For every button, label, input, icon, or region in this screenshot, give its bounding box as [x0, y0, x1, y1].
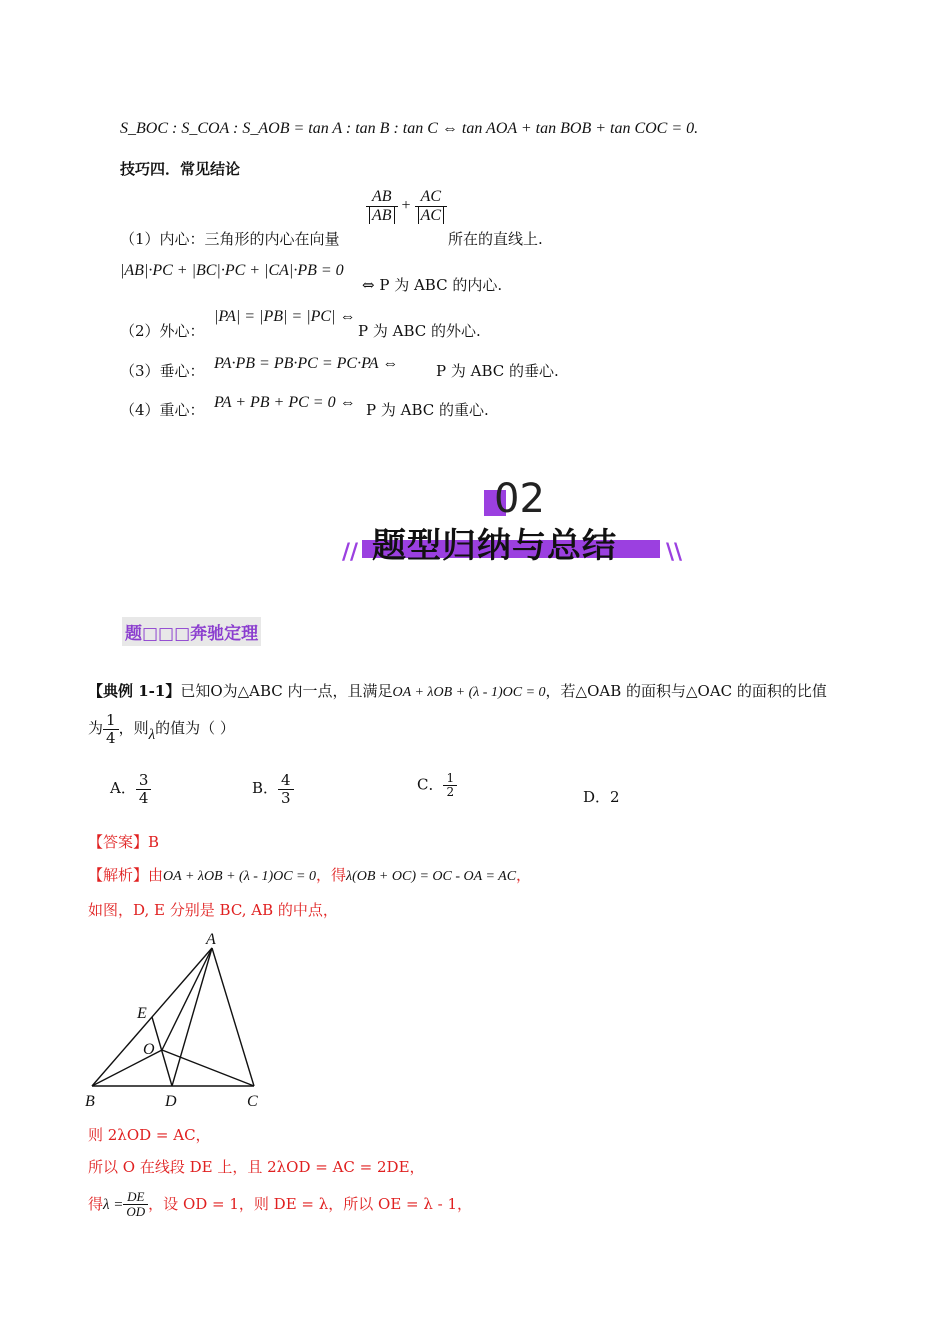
banner-right-slashes: \\ [666, 540, 683, 565]
centroid-label: （4）重心： [120, 401, 205, 419]
solution-line-3: 则 2λOD = AC， [88, 1126, 211, 1144]
segment-ed [152, 1017, 172, 1086]
solution-line-1: 【解析】由OA + λOB + (λ - 1)OC = 0，得λ(OB + OC) = OC - OA = AC， [88, 866, 532, 884]
incenter-equation: |AB|·PC + |BC|·PC + |CA|·PB = 0 [120, 262, 344, 279]
label-b: B [85, 1093, 95, 1110]
example-text-3-prefix: 为 [88, 719, 104, 737]
incenter-vector-sum: $\frac{AB}{AB}$ + $\frac{AC}{AC}$ [366, 188, 447, 224]
option-c[interactable]: C． $\frac{1}{2}$ [417, 772, 457, 799]
circumcenter-equation: |PA| = |PB| = |PC| ⇔ [214, 308, 356, 325]
circumcenter-label: （2）外心： [120, 322, 205, 340]
banner-title: 题型归纳与总结 [372, 526, 617, 566]
solution-line-5: 得λ = $\frac{DE}{OD}$ ，设 OD = 1，则 DE = λ，所以 OE = λ - 1， [88, 1189, 473, 1220]
example-condition: OA + λOB + (λ - 1)OC = 0 [392, 685, 546, 700]
option-a[interactable]: A． $\frac{3}{4}$ [110, 772, 151, 806]
example-lambda: λ [148, 727, 156, 743]
orthocenter-equation: PA·PB = PB·PC = PC·PA ⇔ [214, 355, 399, 372]
example-text-1: 已知O为△ABC 内一点，且满足 [180, 682, 393, 700]
label-o: O [143, 1041, 155, 1058]
label-d: D [165, 1093, 177, 1110]
incenter-conclusion: ⇔ P 为 ABC 的内心. [362, 276, 503, 294]
incenter-label: （1）内心：三角形的内心在向量 [120, 230, 340, 248]
technique-title: 技巧四．常见结论 [120, 160, 241, 178]
example-ratio: $\frac{1}{4}$ [103, 712, 119, 746]
segment-oc [162, 1050, 254, 1086]
label-e: E [137, 1005, 147, 1022]
centroid-equation: PA + PB + PC = 0 ⇔ [214, 394, 356, 411]
label-c: C [247, 1093, 258, 1110]
option-b[interactable]: B． $\frac{4}{3}$ [252, 772, 294, 806]
example-tag: 【典例 1-1】 [88, 682, 181, 700]
solution-line-2: 如图，D, E 分别是 BC, AB 的中点， [88, 901, 338, 919]
section-heading: 题□□□奔驰定理 [122, 617, 261, 646]
orthocenter-conclusion: P 为 ABC 的垂心. [436, 362, 559, 380]
example-line-2 [88, 712, 235, 746]
label-a: A [206, 931, 216, 948]
centroid-conclusion: P 为 ABC 的重心. [366, 401, 489, 419]
solution-line-4: 所以 O 在线段 DE 上，且 2λOD = AC = 2DE， [88, 1158, 425, 1176]
option-d[interactable]: D．2 [583, 788, 620, 806]
edge-ac [212, 948, 254, 1086]
orthocenter-label: （3）垂心： [120, 362, 205, 380]
answer: 【答案】B [88, 833, 160, 851]
banner-left-slashes: // [342, 540, 359, 565]
triangle-figure [80, 926, 280, 1112]
example-line-1 [88, 680, 827, 701]
banner-number: 02 [494, 476, 545, 522]
top-formula: S_BOC : S_COA : S_AOB = tan A : tan B : tan C ⇔ tan AOA + tan BOB + tan COC = 0. [120, 120, 699, 137]
example-text-3-end: 的值为（ ） [155, 719, 235, 737]
incenter-tail: 所在的直线上. [448, 230, 543, 248]
circumcenter-conclusion: P 为 ABC 的外心. [358, 322, 481, 340]
example-text-2: ，若△OAB 的面积与△OAC 的面积的比值 [545, 682, 827, 700]
example-text-3-suffix: ，则 [118, 719, 149, 737]
